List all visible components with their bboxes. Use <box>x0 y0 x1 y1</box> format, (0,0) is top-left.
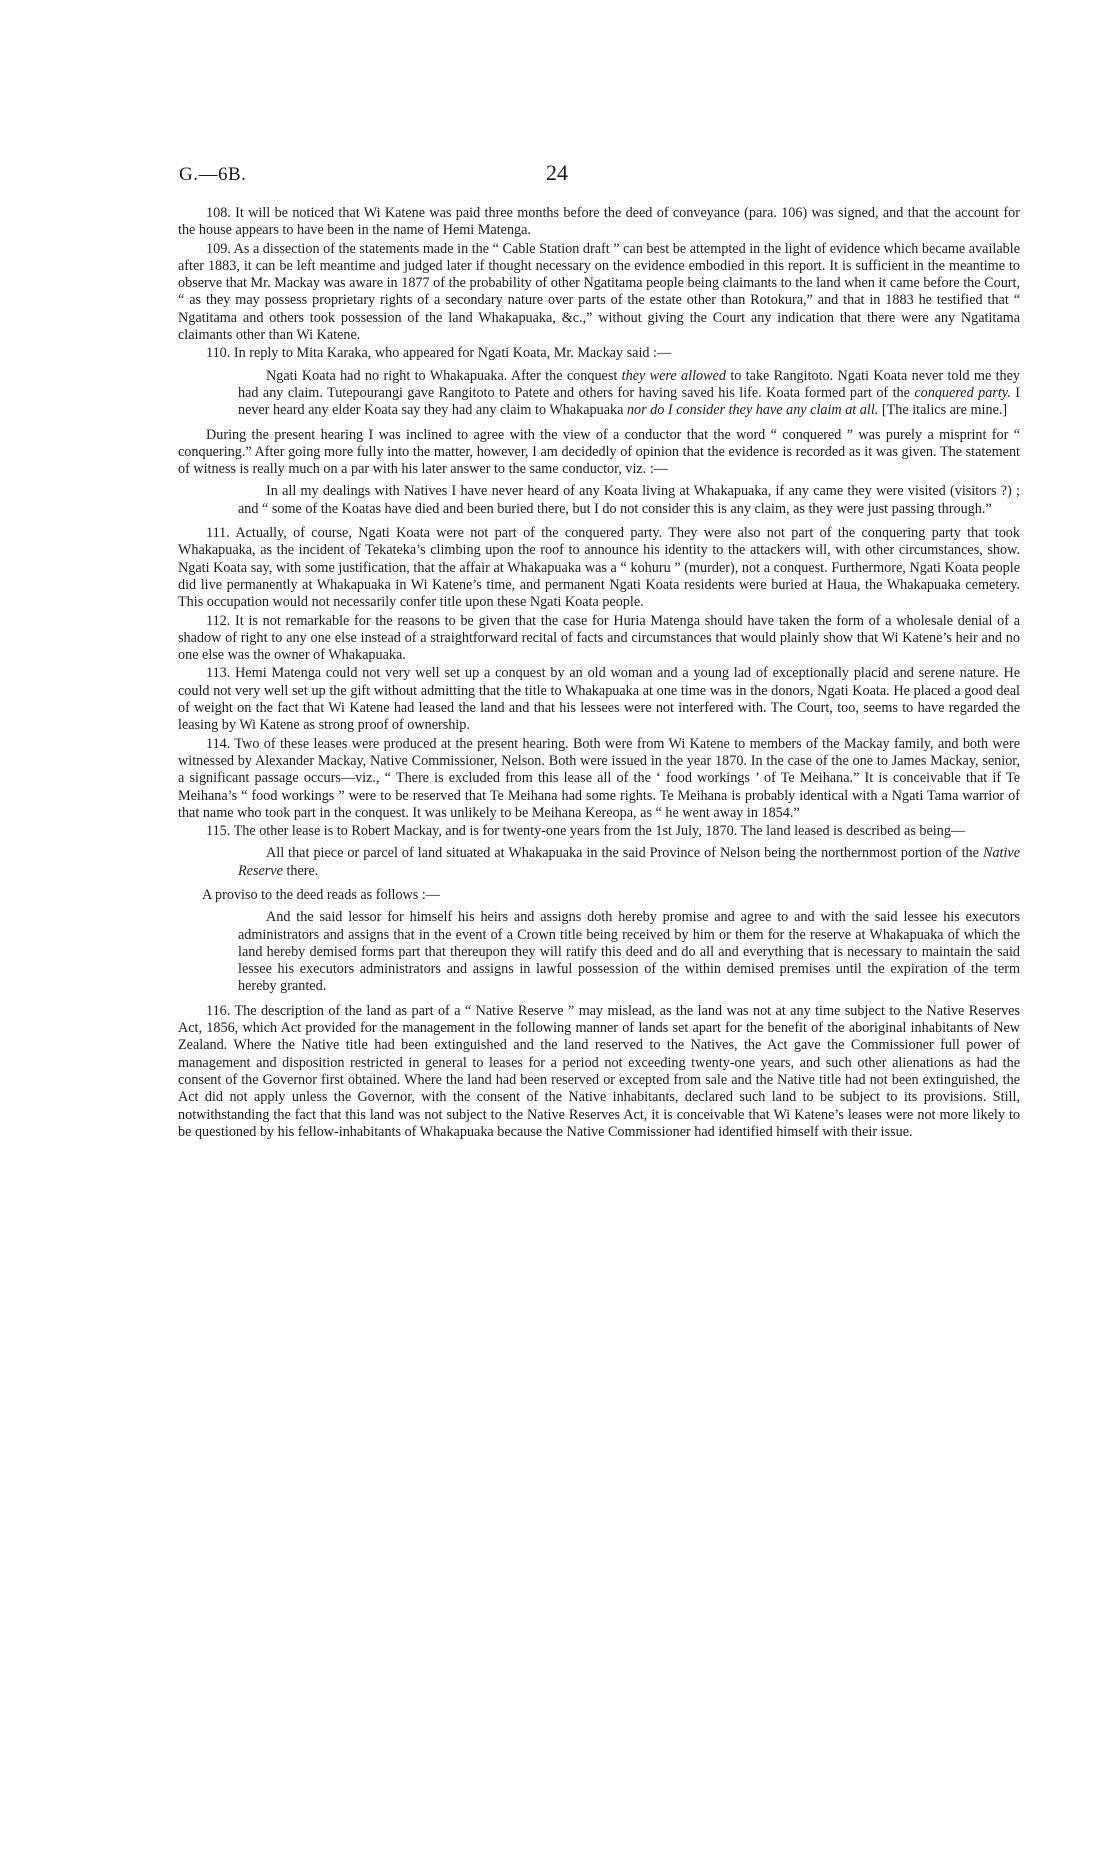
quote-italic: Native Reserve <box>238 845 1020 879</box>
quote-text: All that piece or parcel of land situated at Whakapuaka in the said Province of Nelson being the northernmost portion of the <box>266 845 983 862</box>
quote-lease-description <box>238 845 1020 880</box>
paragraph-112: 112. It is not remarkable for the reasons to be given that the case for Huria Matenga should have taken the form of a wholesale denial of a shadow of right to any one else instead of a straightforward recital of facts and circumstances that would plainly show that Wi Katene’s heir and no one else was the owner of Whakapuaka. <box>178 612 1020 664</box>
paragraph-110-continued: During the present hearing I was inclined to agree with the view of a conductor that the word “ conquered ” was purely a misprint for “ conquering.” After going more fully into the matter, however, I am decidedly of opinion that the evidence is recorded as it was given. The statement of witness is really much on a par with his later answer to the same conductor, viz. :— <box>178 426 1020 478</box>
paragraph-108: 108. It will be noticed that Wi Katene was paid three months before the deed of conveyance (para. 106) was signed, and that the account for the house appears to have been in the name of Hemi Matenga. <box>178 205 1020 239</box>
quote-dealings-natives: In all my dealings with Natives I have never heard of any Koata living at Whakapuaka, if any came they were visited (visitors ?) ; and “ some of the Koatas have died and been buried there, but I do not consider this is any claim, as they were just passing through.” <box>238 483 1020 517</box>
paragraph-114: 114. Two of these leases were produced at the present hearing. Both were from Wi Katene to members of the Mackay family, and both were witnessed by Alexander Mackay, Native Commissioner, Nelson. Both were issued in the year 1870. In the case of the one to James Mackay, senior, a significant passage occurs—viz., “ There is excluded from this lease all of the ‘ food workings ’ of Te Meihana.” It is conceivable that if Te Meihana’s “ food workings ” were to be reserved that Te Meihana had some rights. Te Meihana is probably identical with a Ngati Tama warrior of that name who took part in the conquest. It was unlikely to be Meihana Kereopa, as “ he went away in 1854.” <box>178 735 1020 821</box>
document-body <box>178 205 1020 1142</box>
quote-mackay-koata <box>238 368 1020 420</box>
paragraph-111: 111. Actually, of course, Ngati Koata were not part of the conquered party. They were also not part of the conquering party that took Whakapuaka, as the incident of Tekateka’s climbing upon the roof to announce his identity to the attackers will, with other circumstances, show. Ngati Koata say, with some justification, that the affair at Whakapuaka was a “ kohuru ” (murder), not a conquest. Furthermore, Ngati Koata people did live permanently at Whakapuaka in Wi Katene’s time, and permanent Ngati Koata residents were buried at Haua, the Whakapuaka cemetery. This occupation would not necessarily confer title upon these Ngati Koata people. <box>178 525 1020 611</box>
paragraph-109: 109. As a dissection of the statements made in the “ Cable Station draft ” can best be attempted in the light of evidence which became available after 1883, it can be left meantime and judged later if thought necessary on the evidence embodied in this report. It is sufficient in the meantime to observe that Mr. Mackay was aware in 1877 of the probability of other Ngatitama people being claimants to the land when it came before the Court, “ as they may possess proprietary rights of a secondary nature over parts of the estate other than Rotokura,” and that in 1883 he testified that “ Ngatitama and others took possession of the land Whakapuaka, &c.,” without giving the Court any indication that there were any Ngatitama claimants other than Wi Katene. <box>178 240 1020 344</box>
quote-italic: conquered party. <box>914 384 1011 401</box>
paragraph-116: 116. The description of the land as part of a “ Native Reserve ” may mislead, as the land was not at any time subject to the Native Reserves Act, 1856, which Act provided for the management in the following manner of lands set apart for the benefit of the aboriginal inhabitants of New Zealand. Where the Native title had been extinguished and the land reserved to the Natives, the Act gave the Commissioner full power of management and disposition restricted in general to leases for a period not exceeding twenty-one years, and such other alienations as had the consent of the Governor first obtained. Where the land had been reserved or excepted from sale and the Native title had not been extinguished, the Act did not apply unless the Governor, with the consent of the Native inhabitants, declared such land to be subject to its provisions. Still, notwithstanding the fact that this land was not subject to the Native Reserves Act, it is conceivable that Wi Katene’s leases were not more likely to be questioned by his fellow-inhabitants of Whakapuaka because the Native Commissioner had identified himself with their issue. <box>178 1002 1020 1140</box>
page-number: 24 <box>546 160 568 185</box>
quote-italic: nor do I consider they have any claim at all. <box>626 402 879 419</box>
paragraph-113: 113. Hemi Matenga could not very well set up a conquest by an old woman and a young lad of exceptionally placid and serene nature. He could not very well set up the gift without admitting that the title to Whakapuaka at one time was in the donors, Ngati Koata. He placed a good deal of weight on the fact that Wi Katene had leased the land and that his lessees were not interfered with. The Court, too, seems to have regarded the leasing by Wi Katene as strong proof of ownership. <box>178 665 1020 734</box>
quote-text: Ngati Koata had no right to Whakapuaka. After the conquest <box>266 367 622 384</box>
quote-text: there. <box>282 862 319 879</box>
paragraph-115: 115. The other lease is to Robert Mackay, and is for twenty-one years from the 1st July, 1870. The land leased is described as being— <box>206 823 966 840</box>
quote-text: I never heard any elder Koata say they had any claim to Whakapuaka <box>238 384 1020 419</box>
quote-text: [The italics are mine.] <box>878 402 1008 419</box>
quote-lease-proviso: And the said lessor for himself his heirs and assigns doth hereby promise and agree to and with the said lessee his executors administrators and assigns that in the event of a Crown title being received by him or them for the reserve at Whakapuaka of which the land hereby demised forms part that thereupon they will ratify this deed and do all and everything that is necessary to maintain the said lessee his executors administrators and assigns in lawful possession of the within demised premises until the expiration of the term hereby granted. <box>238 909 1020 995</box>
quote-italic: they were allowed <box>621 367 726 384</box>
proviso-lead: A proviso to the deed reads as follows :— <box>202 886 440 903</box>
page-header <box>0 160 1114 190</box>
paragraph-110: 110. In reply to Mita Karaka, who appeared for Ngati Koata, Mr. Mackay said :— <box>206 345 672 362</box>
quote-text: to take Rangitoto. Ngati Koata never told me they had any claim. Tutepourangi gave Rangitoto to Patete and others for having saved his life. Koata formed part of the <box>238 367 1021 401</box>
document-reference: G.—6B. <box>179 164 247 185</box>
